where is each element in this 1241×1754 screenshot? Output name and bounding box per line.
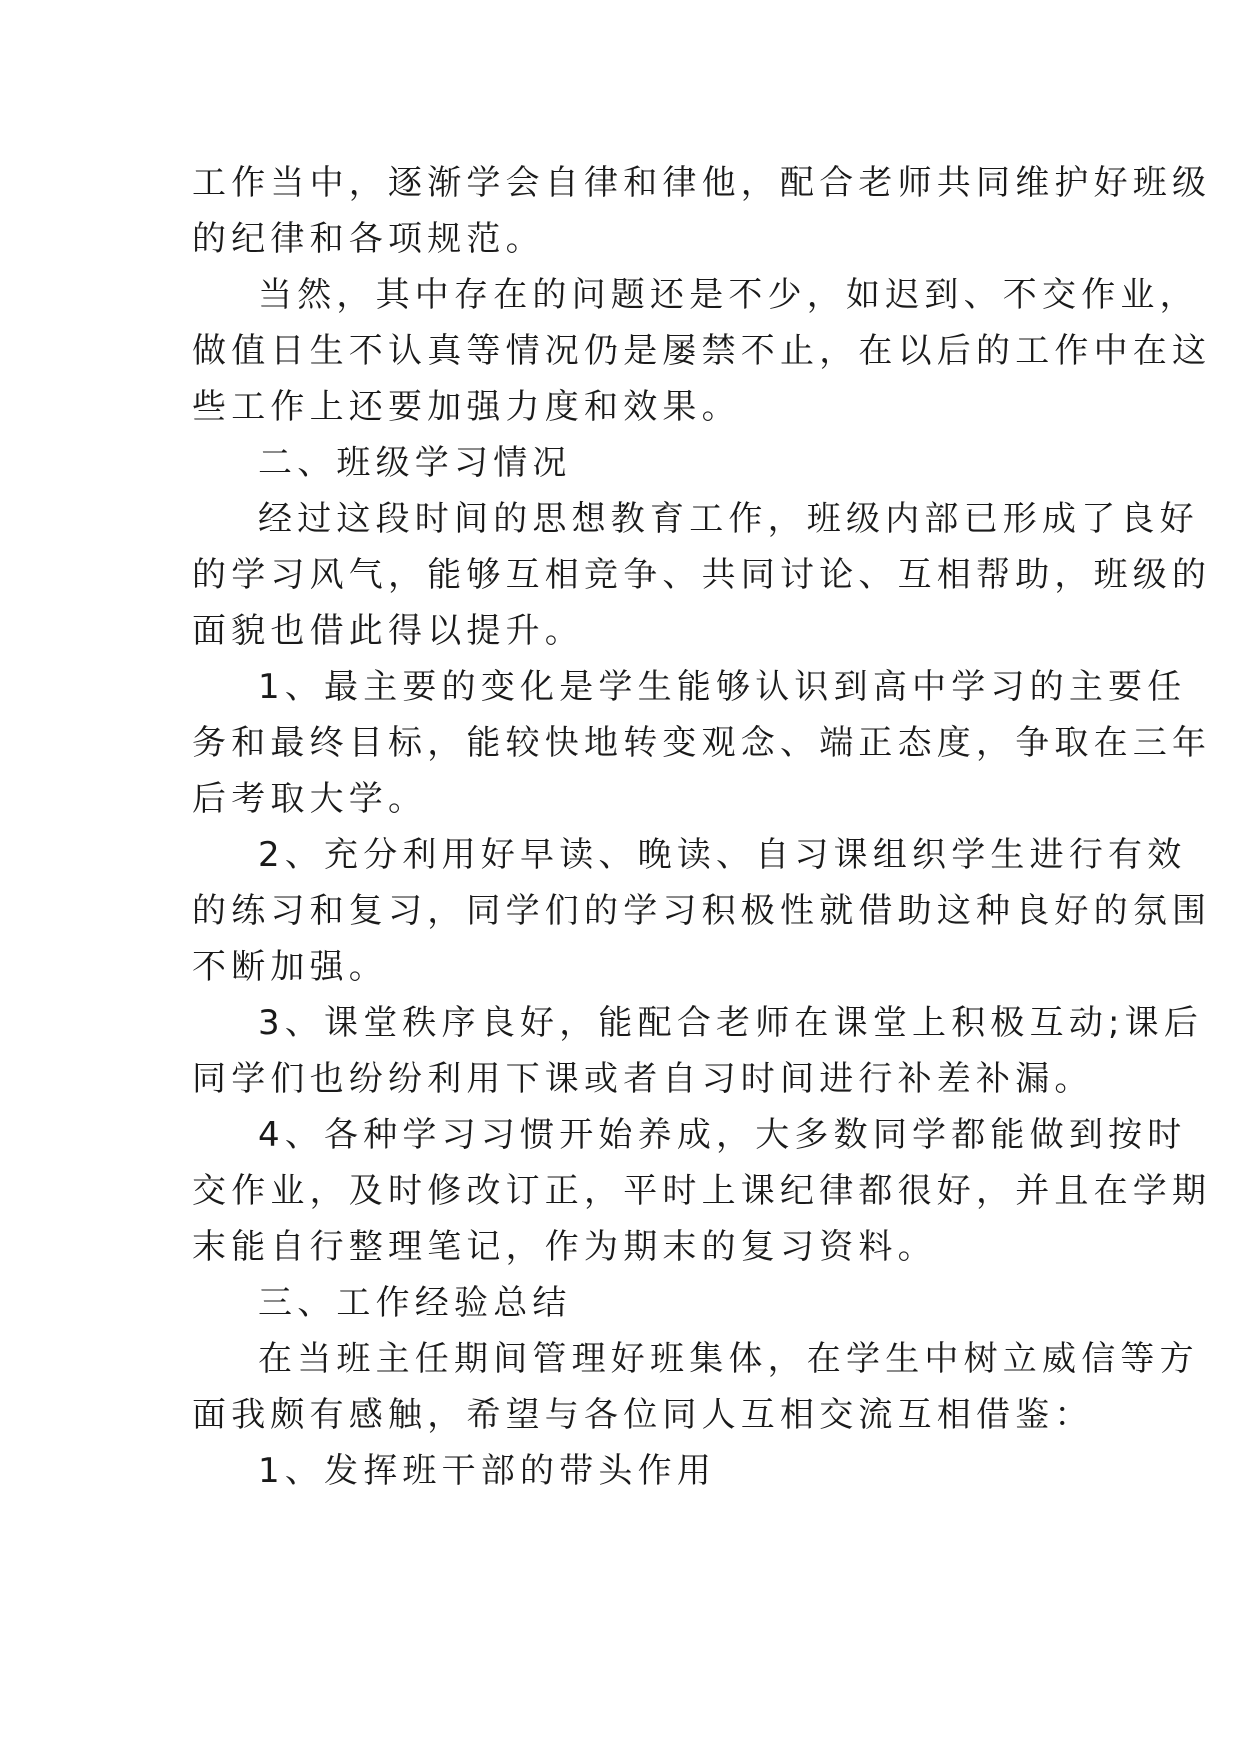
list-item-first-line: 1、发挥班干部的带头作用 <box>258 1451 717 1491</box>
section-heading: 二、班级学习情况 <box>258 443 572 483</box>
list-item-first-line: 1、最主要的变化是学生能够认识到高中学习的主要任 <box>258 667 1187 707</box>
list-item-first-line: 2、充分利用好早读、晚读、自习课组织学生进行有效 <box>258 835 1187 875</box>
text-line: 末能自行整理笔记，作为期末的复习资料。 <box>192 1227 937 1267</box>
text-line: 的练习和复习，同学们的学习积极性就借助这种良好的氛围 <box>192 891 1212 931</box>
text-line: 些工作上还要加强力度和效果。 <box>192 387 741 427</box>
paragraph-first-line: 当然，其中存在的问题还是不少，如迟到、不交作业， <box>258 275 1199 315</box>
text-line: 面貌也借此得以提升。 <box>192 611 584 651</box>
list-item-first-line: 4、各种学习习惯开始养成，大多数同学都能做到按时 <box>258 1115 1187 1155</box>
text-line: 交作业，及时修改订正，平时上课纪律都很好，并且在学期 <box>192 1171 1212 1211</box>
text-line: 的学习风气，能够互相竞争、共同讨论、互相帮助，班级的 <box>192 555 1212 595</box>
text-line: 做值日生不认真等情况仍是屡禁不止，在以后的工作中在这 <box>192 331 1212 371</box>
text-line: 的纪律和各项规范。 <box>192 219 545 259</box>
text-line: 工作当中，逐渐学会自律和律他，配合老师共同维护好班级 <box>192 163 1212 203</box>
text-line: 后考取大学。 <box>192 779 428 819</box>
section-heading: 三、工作经验总结 <box>258 1283 572 1323</box>
text-line: 面我颇有感触，希望与各位同人互相交流互相借鉴： <box>192 1395 1094 1435</box>
paragraph-first-line: 经过这段时间的思想教育工作，班级内部已形成了良好 <box>258 499 1199 539</box>
text-line: 不断加强。 <box>192 947 388 987</box>
list-item-first-line: 3、课堂秩序良好，能配合老师在课堂上积极互动;课后 <box>258 1003 1204 1043</box>
text-line: 同学们也纷纷利用下课或者自习时间进行补差补漏。 <box>192 1059 1094 1099</box>
paragraph-first-line: 在当班主任期间管理好班集体，在学生中树立威信等方 <box>258 1339 1199 1379</box>
text-line: 务和最终目标，能较快地转变观念、端正态度，争取在三年 <box>192 723 1212 763</box>
